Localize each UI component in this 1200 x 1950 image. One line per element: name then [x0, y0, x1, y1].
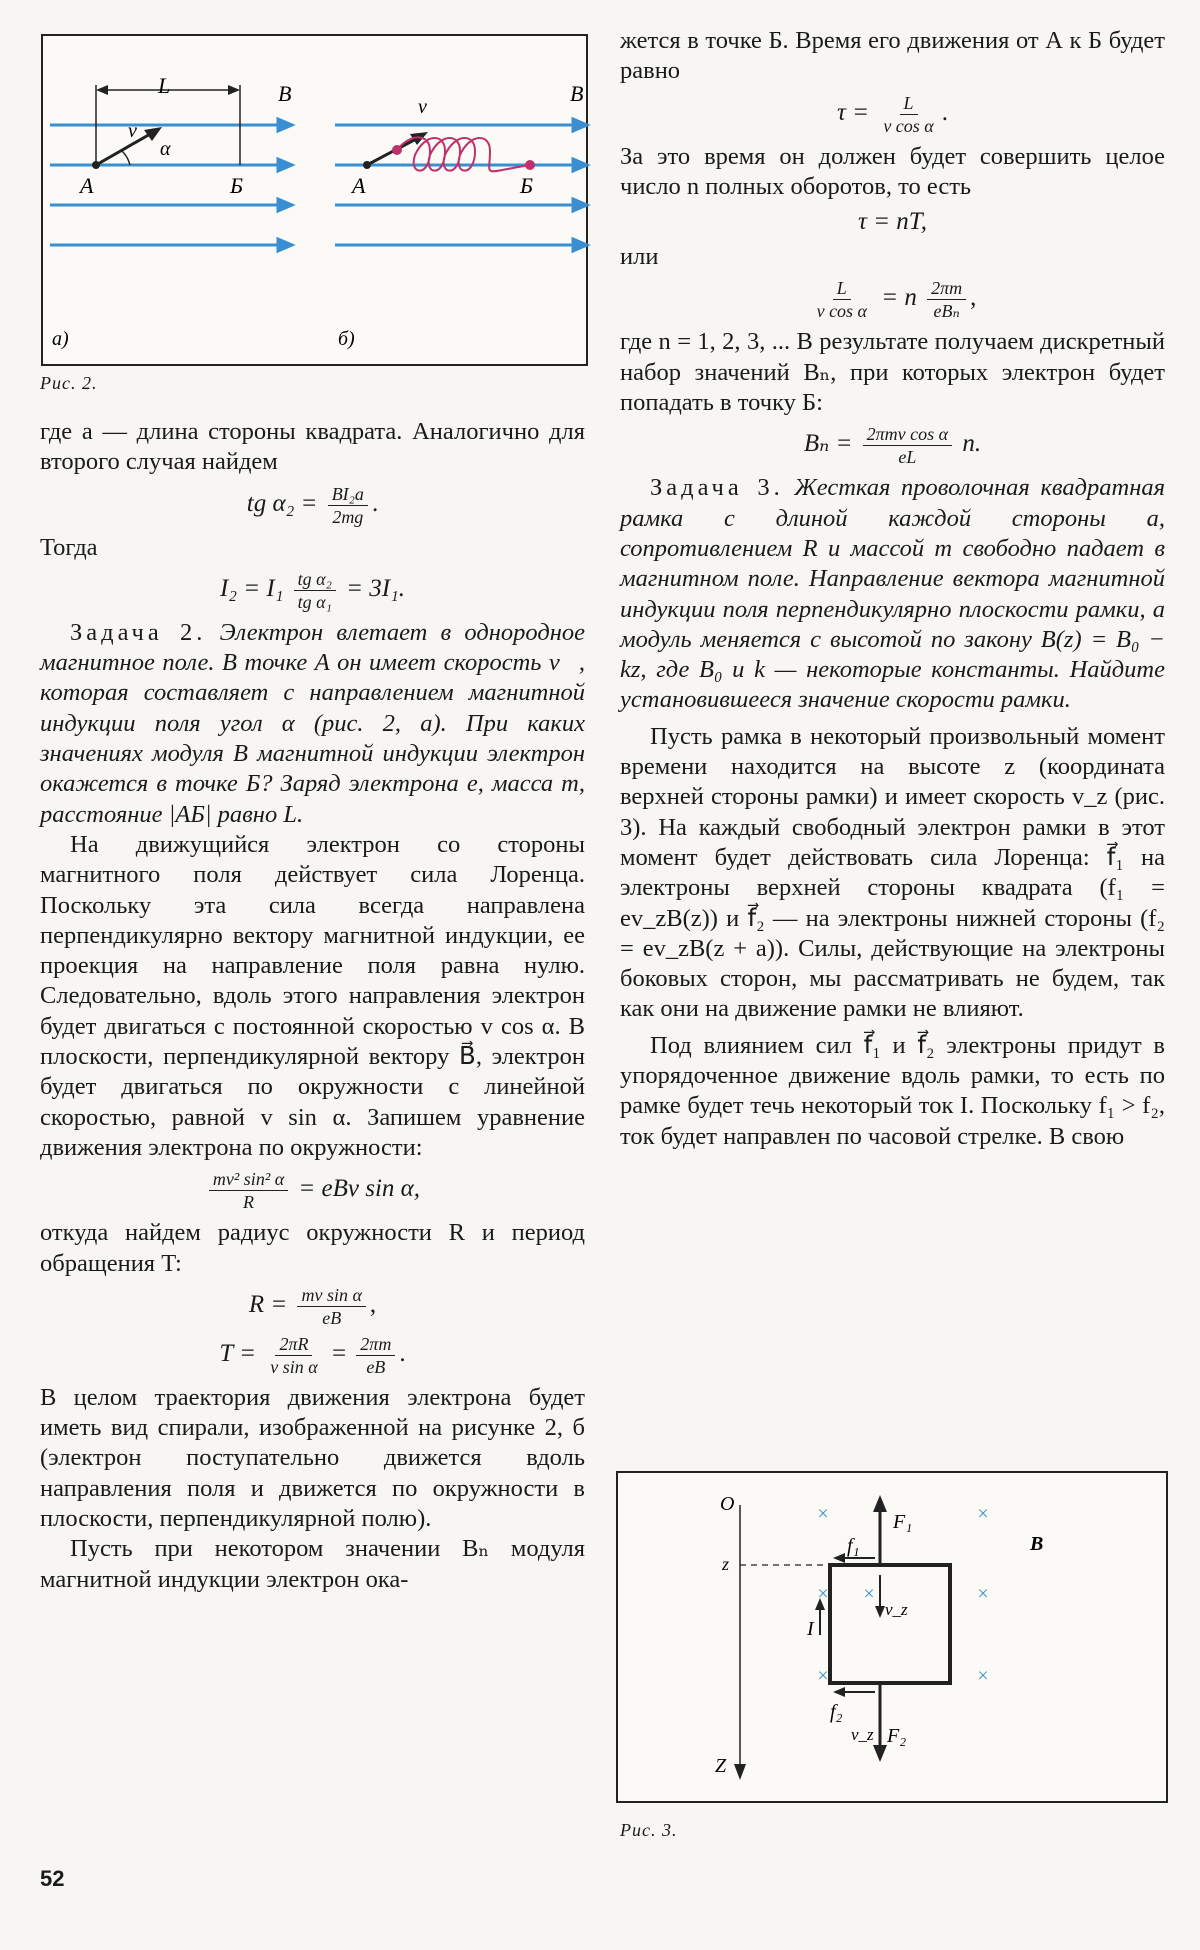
label-panel-a: а) — [52, 328, 69, 350]
cross-icon: × — [977, 1665, 989, 1687]
label-vz-top: v_z — [885, 1600, 908, 1619]
right-para-1: жется в точке Б. Время его движения от А к Б будет равно — [620, 27, 1165, 85]
label-vz-bottom: v_z — [851, 1725, 874, 1744]
left-para-5: Пусть при некотором значении Bₙ модуля магнитной индукции электрон ока- — [40, 1535, 585, 1593]
label-B-b: B — [570, 81, 584, 106]
label-L: L — [158, 73, 171, 98]
label-O: O — [720, 1493, 735, 1515]
label-alpha: α — [160, 138, 171, 160]
left-para-3: откуда найдем радиус окружности R и период обращения T: — [40, 1219, 585, 1277]
label-v-b: v — [418, 96, 427, 118]
left-then: Тогда — [40, 533, 98, 561]
right-para-2: За это время он должен будет совершить целое число n полных оборотов, то есть — [620, 142, 1165, 200]
label-f2: f₂ — [830, 1701, 843, 1723]
task-2: Задача 2. Электрон влетает в однородное магнитное поле. В точке А он имеет скорость v⃗, которая составляет с направлением магнитной индукции поля угол α (рис. 2, а). При каких значениях модуля B магнитной индукции электрон окажется в точке Б? Заряд электрона e, масса m, расстояние |АБ| равно L. — [40, 618, 586, 828]
equation-radius: R = $\frac{\text{mv sin α}}{eB}$ , — [248, 1284, 377, 1328]
equation-I2: I₂ = I₁ $\frac{\text{tg α₂}}{\text{tg α₁}}$ = 3I₁. — [219, 568, 405, 612]
figure-3 — [615, 1470, 1170, 1810]
label-Bpoint-b: Б — [520, 173, 533, 198]
figure-2-caption: Рис. 2. — [40, 373, 98, 393]
label-A-a: А — [80, 173, 94, 198]
right-para-3: где n = 1, 2, 3, ... В результате получаем дискретный набор значений Bₙ, при которых электрон будет попадать в точку Б: — [620, 328, 1165, 417]
equation-Bn: Bₙ = $\frac{\text{2πmv cos α}}{eL}$ n. — [803, 424, 982, 468]
page-number: 52 — [40, 1866, 65, 1891]
right-or: или — [620, 243, 659, 271]
cross-icon: × — [817, 1665, 829, 1687]
label-F1: F₁ — [893, 1511, 913, 1533]
label-I: I — [807, 1618, 814, 1640]
cross-icon: × — [817, 1503, 829, 1525]
equation-tg-alpha2: tg α₂ = $\frac{\text{BI₂a}}{2mg}$ . — [246, 483, 379, 527]
right-para-4: Пусть рамка в некоторый произвольный момент времени находится на высоте z (координата верхней стороны рамки) и имеет скорость v_z (рис. 3). На каждый свободный электрон рамки в этот момент будет действовать сила Лоренца: f⃗₁ на электроны верхней стороны квадрата (f₁ = ev_zB(z)) и f⃗₂ — на электроны нижней стороны (f₂ = ev_zB(z + a)). Силы, действующие на электроны боковых сторон, мы рассматривать не будем, так как они на движение рамки не влияют. — [620, 722, 1165, 1023]
label-f1: f₁ — [847, 1535, 860, 1557]
cross-icon: × — [977, 1503, 989, 1525]
label-F2: F₂ — [887, 1725, 907, 1747]
task-3: Задача 3. Жесткая проволочная квадратная рамка с длиной каждой стороны a, сопротивлением R и массой m свободно падает в магнитном поле. Направление вектора магнитной индукции поля перпендикулярно плоскости рамки, а модуль меняется с высотой по закону B(z) = B₀ − kz, где B₀ и k — некоторые константы. Найдите установившееся значение скорости рамки. — [620, 474, 1166, 714]
figure-3-caption: Рис. 3. — [620, 1820, 678, 1840]
left-para-1: где a — длина стороны квадрата. Аналогично для второго случая найдем — [40, 418, 585, 476]
right-text-flow — [620, 26, 1165, 1152]
label-B-a: B — [278, 81, 292, 106]
equation-period: T = $\frac{2\pi R}{\text{v sin α}}$ = $\frac{2\pi m}{eB}$ . — [219, 1333, 406, 1377]
cross-icon: × — [863, 1583, 875, 1605]
equation-L-over-vcos: $\frac{L}{\text{v cos α}}$ = n $\frac{2\pi m}{\text{eBₙ}}$ , — [816, 278, 977, 322]
cross-icon: × — [977, 1583, 989, 1605]
label-Z: Z — [715, 1755, 727, 1777]
label-panel-b: б) — [338, 328, 355, 350]
right-para-5: Под влиянием сил f⃗₁ и f⃗₂ электроны придут в упорядоченное движение вдоль рамки, то есть по рамке будет течь некоторый ток I. Поскольку f₁ > f₂, ток будет направлен по часовой стрелке. В свою — [620, 1031, 1165, 1150]
left-para-4: В целом траектория движения электрона будет иметь вид спирали, изображенной на рисунке 2, б (электрон поступательно движется вдоль направления поля и движется по окружности в плоскости, перпендикулярной полю). — [40, 1383, 585, 1533]
left-para-2: На движущийся электрон со стороны магнитного поля действует сила Лоренца. Поскольку эта сила всегда направлена перпендикулярно вектору магнитной индукции, ее проекция на направление поля равна нулю. Следовательно, вдоль этого направления электрон будет двигаться с постоянной скоростью v cos α. В плоскости, перпендикулярной вектору B⃗, электрон будет двигаться по окружности с линейной скоростью, равной v sin α. Запишем уравнение движения электрона по окружности: — [40, 830, 585, 1161]
label-Bpoint-a: Б — [230, 173, 243, 198]
equation-tau-nT: τ = nT, — [857, 208, 928, 236]
equation-circular-motion: $\frac{\text{mv² sin² α}}{R}$ = eBv sin α, — [40, 1169, 585, 1212]
figure-2 — [40, 33, 595, 368]
left-text-flow — [40, 417, 585, 1595]
label-v-a: v — [128, 120, 137, 142]
label-A-b: А — [352, 173, 366, 198]
label-z: z — [722, 1554, 730, 1574]
label-B: B — [1030, 1533, 1044, 1555]
equation-tau: τ = $\frac{L}{\text{v cos α}}$ . — [836, 92, 948, 136]
cross-icon: × — [817, 1583, 829, 1605]
